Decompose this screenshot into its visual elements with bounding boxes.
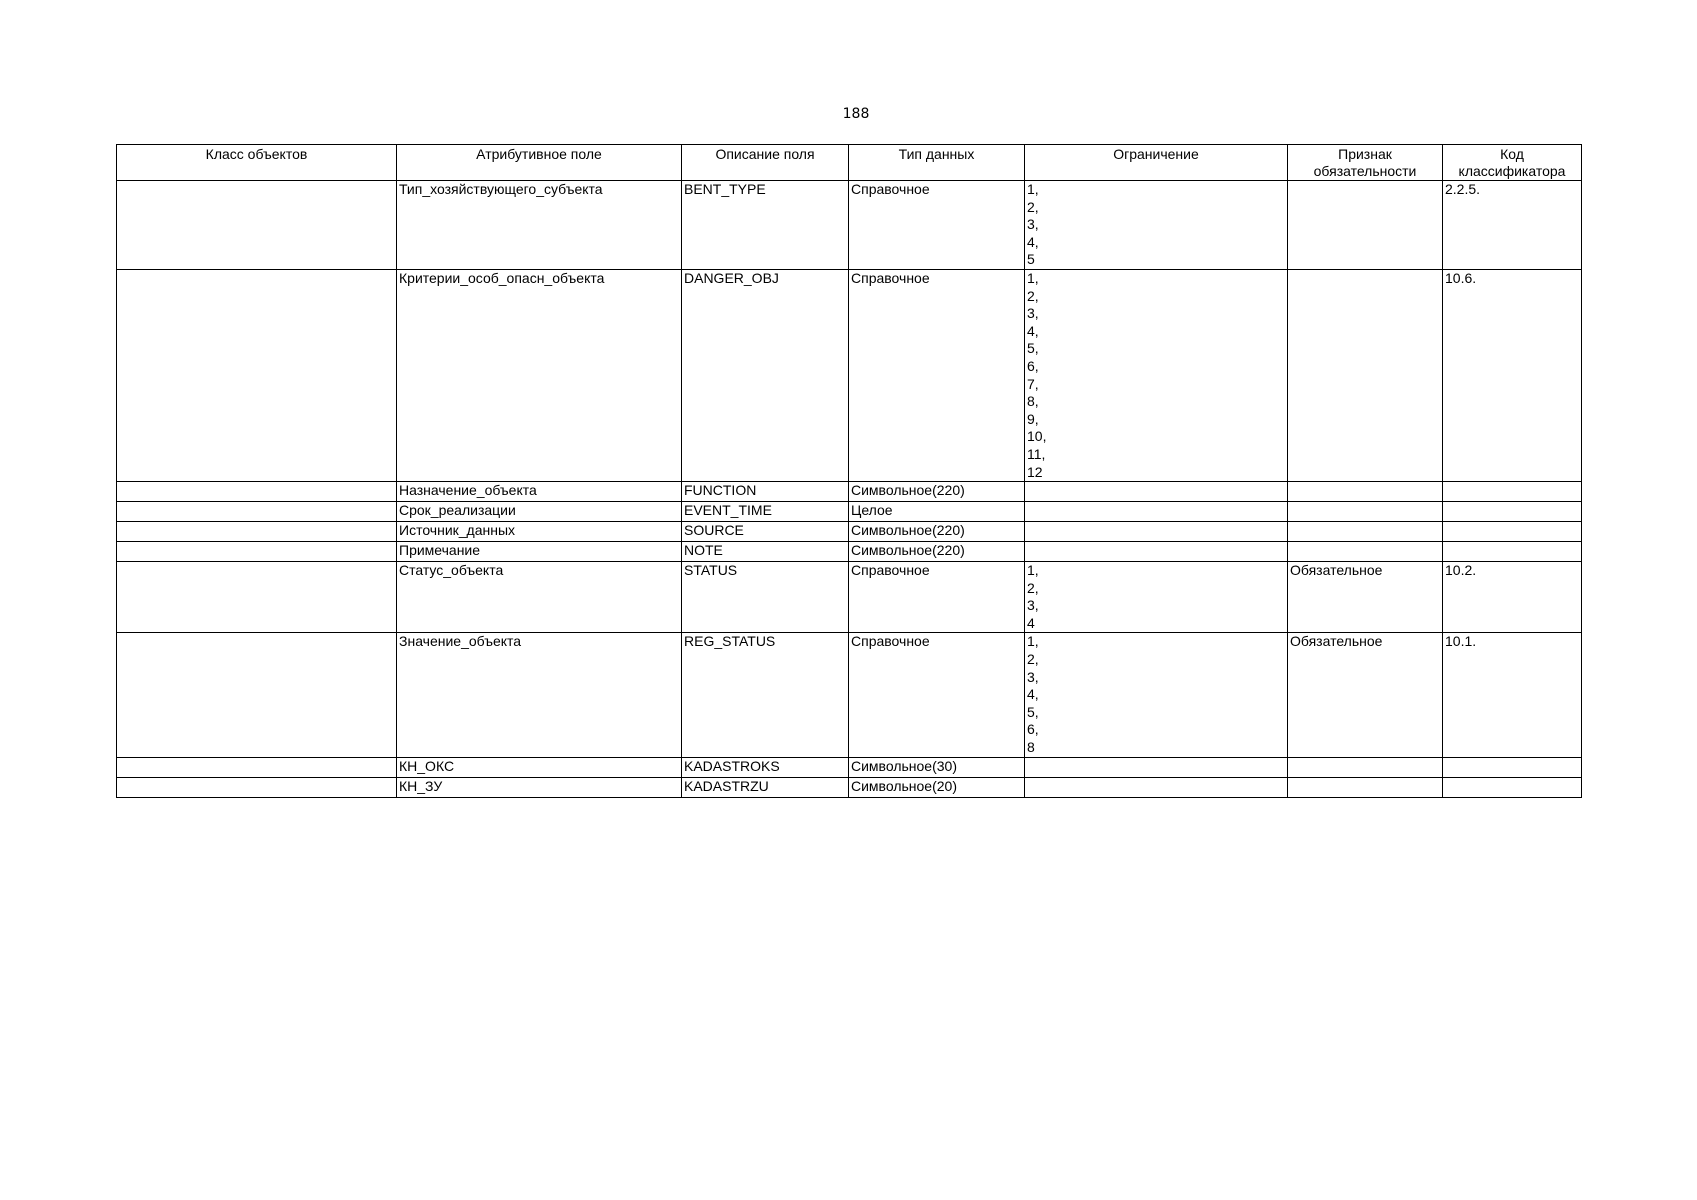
cell-data-type: Символьное(220)	[849, 542, 1025, 562]
cell-field-description: FUNCTION	[682, 482, 849, 502]
cell-classifier-code	[1443, 502, 1582, 522]
cell-required-flag	[1288, 542, 1443, 562]
cell-attribute-field: КН_ЗУ	[397, 777, 682, 797]
cell-constraint	[1025, 502, 1288, 522]
cell-required-flag	[1288, 757, 1443, 777]
cell-constraint: 1, 2, 3, 4, 5, 6, 8	[1025, 633, 1288, 757]
cell-attribute-field: Критерии_особ_опасн_объекта	[397, 269, 682, 481]
cell-data-type: Символьное(220)	[849, 482, 1025, 502]
cell-required-flag	[1288, 777, 1443, 797]
cell-data-type: Справочное	[849, 633, 1025, 757]
cell-attribute-field: Срок_реализации	[397, 502, 682, 522]
cell-object-class	[117, 757, 397, 777]
table-row	[117, 181, 1582, 270]
table-row	[117, 757, 1582, 777]
cell-field-description: KADASTROKS	[682, 757, 849, 777]
cell-object-class	[117, 633, 397, 757]
cell-field-description: KADASTRZU	[682, 777, 849, 797]
cell-required-flag: Обязательное	[1288, 633, 1443, 757]
table-row	[117, 777, 1582, 797]
cell-classifier-code	[1443, 522, 1582, 542]
cell-attribute-field: Источник_данных	[397, 522, 682, 542]
cell-object-class	[117, 562, 397, 633]
cell-field-description: SOURCE	[682, 522, 849, 542]
cell-constraint	[1025, 777, 1288, 797]
cell-classifier-code	[1443, 542, 1582, 562]
cell-attribute-field: КН_ОКС	[397, 757, 682, 777]
table-row	[117, 502, 1582, 522]
cell-attribute-field: Статус_объекта	[397, 562, 682, 633]
cell-constraint	[1025, 482, 1288, 502]
cell-attribute-field: Примечание	[397, 542, 682, 562]
cell-object-class	[117, 269, 397, 481]
cell-classifier-code: 10.1.	[1443, 633, 1582, 757]
cell-object-class	[117, 181, 397, 270]
cell-data-type: Справочное	[849, 562, 1025, 633]
cell-object-class	[117, 502, 397, 522]
cell-constraint: 1, 2, 3, 4, 5	[1025, 181, 1288, 270]
attribute-table	[116, 144, 1582, 798]
cell-classifier-code: 10.6.	[1443, 269, 1582, 481]
header-attribute-field: Атрибутивное поле	[397, 145, 682, 181]
cell-field-description: EVENT_TIME	[682, 502, 849, 522]
cell-data-type: Символьное(20)	[849, 777, 1025, 797]
cell-field-description: REG_STATUS	[682, 633, 849, 757]
cell-object-class	[117, 482, 397, 502]
table-row	[117, 522, 1582, 542]
cell-data-type: Справочное	[849, 269, 1025, 481]
cell-attribute-field: Назначение_объекта	[397, 482, 682, 502]
cell-classifier-code	[1443, 777, 1582, 797]
cell-classifier-code	[1443, 757, 1582, 777]
table-header-row	[117, 145, 1582, 181]
cell-field-description: STATUS	[682, 562, 849, 633]
cell-field-description: BENT_TYPE	[682, 181, 849, 270]
cell-data-type: Справочное	[849, 181, 1025, 270]
cell-object-class	[117, 522, 397, 542]
header-constraint: Ограничение	[1025, 145, 1288, 181]
cell-data-type: Символьное(30)	[849, 757, 1025, 777]
cell-data-type: Символьное(220)	[849, 522, 1025, 542]
header-object-class: Класс объектов	[117, 145, 397, 181]
page-number: 188	[842, 106, 870, 122]
cell-constraint: 1, 2, 3, 4, 5, 6, 7, 8, 9, 10, 11, 12	[1025, 269, 1288, 481]
cell-field-description: DANGER_OBJ	[682, 269, 849, 481]
cell-required-flag: Обязательное	[1288, 562, 1443, 633]
cell-constraint	[1025, 522, 1288, 542]
cell-constraint	[1025, 542, 1288, 562]
cell-required-flag	[1288, 269, 1443, 481]
cell-object-class	[117, 777, 397, 797]
table-row	[117, 562, 1582, 633]
cell-attribute-field: Тип_хозяйствующего_субъекта	[397, 181, 682, 270]
cell-required-flag	[1288, 522, 1443, 542]
cell-attribute-field: Значение_объекта	[397, 633, 682, 757]
cell-classifier-code: 10.2.	[1443, 562, 1582, 633]
cell-required-flag	[1288, 502, 1443, 522]
header-field-description: Описание поля	[682, 145, 849, 181]
cell-data-type: Целое	[849, 502, 1025, 522]
header-classifier-code: Код классификатора	[1443, 145, 1582, 181]
table-row	[117, 482, 1582, 502]
header-data-type: Тип данных	[849, 145, 1025, 181]
cell-constraint: 1, 2, 3, 4	[1025, 562, 1288, 633]
table-row	[117, 269, 1582, 481]
table-row	[117, 542, 1582, 562]
table-row	[117, 633, 1582, 757]
header-required-flag: Признак обязательности	[1288, 145, 1443, 181]
cell-required-flag	[1288, 482, 1443, 502]
cell-object-class	[117, 542, 397, 562]
cell-classifier-code: 2.2.5.	[1443, 181, 1582, 270]
cell-field-description: NOTE	[682, 542, 849, 562]
cell-constraint	[1025, 757, 1288, 777]
cell-classifier-code	[1443, 482, 1582, 502]
cell-required-flag	[1288, 181, 1443, 270]
